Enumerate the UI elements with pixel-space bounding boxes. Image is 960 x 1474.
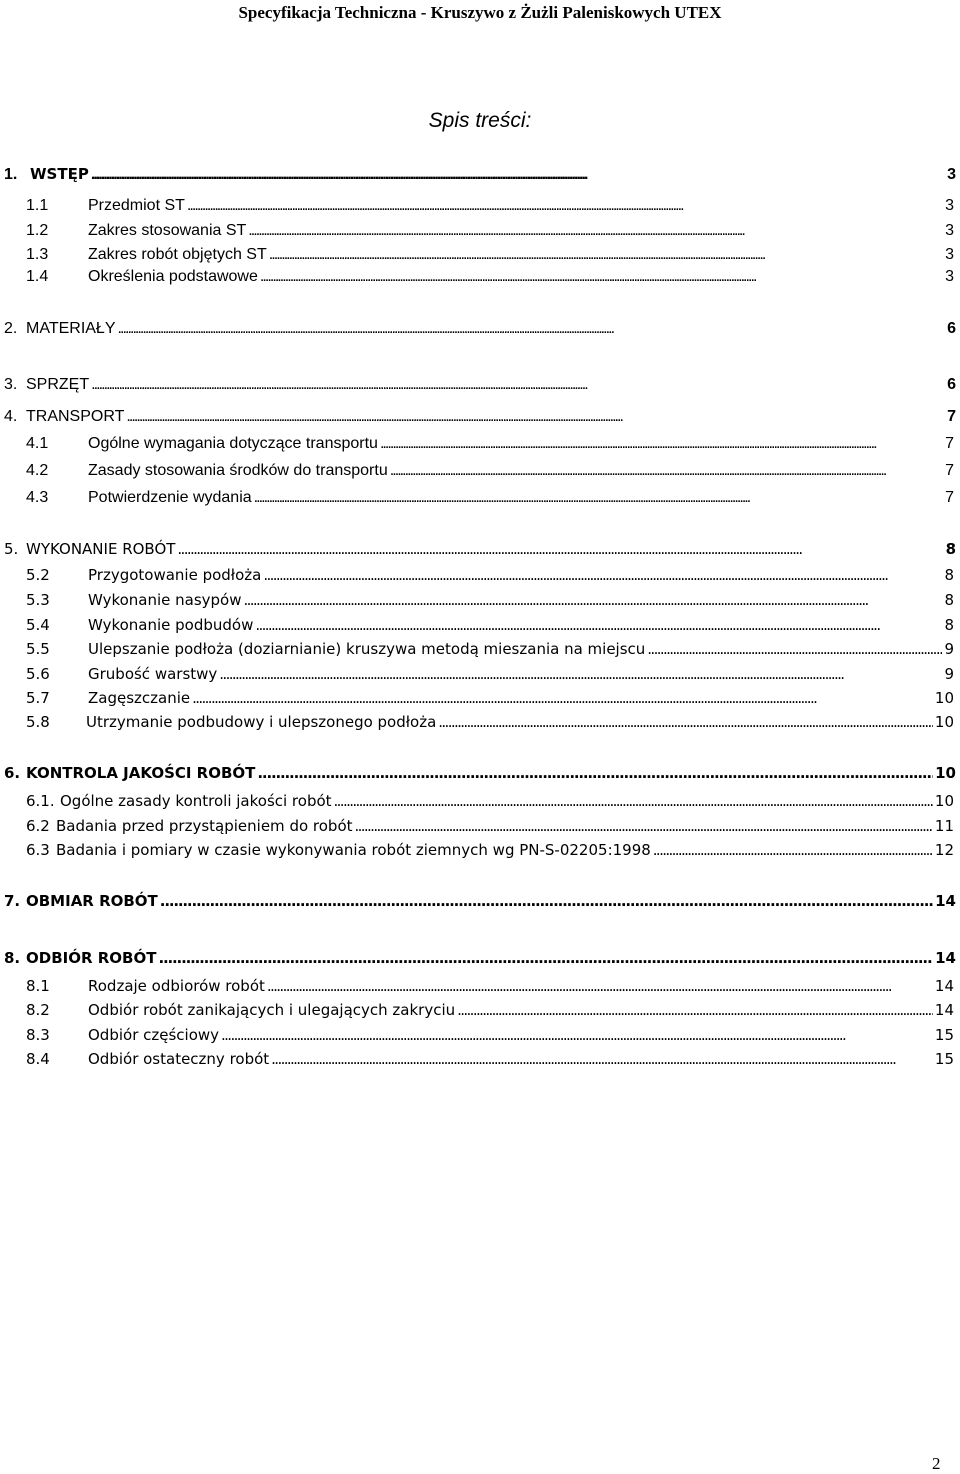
toc-leader-dots bbox=[390, 460, 943, 482]
toc-entry-page: 14 bbox=[934, 977, 954, 995]
toc-leader-dots bbox=[248, 220, 943, 242]
toc-leader-dots bbox=[158, 947, 933, 969]
toc-entry-2[interactable] bbox=[0, 318, 960, 340]
toc-entry-8-1[interactable] bbox=[0, 975, 960, 997]
toc-entry-number: 5.6 bbox=[26, 665, 50, 683]
toc-leader-dots bbox=[334, 790, 933, 812]
toc-entry-page: 15 bbox=[934, 1026, 954, 1044]
toc-entry-number: 4.1 bbox=[26, 435, 49, 452]
toc-entry-number: 4.2 bbox=[26, 462, 49, 479]
toc-entry-number: 5.3 bbox=[26, 591, 50, 609]
toc-entry-3[interactable] bbox=[0, 374, 960, 396]
toc-entry-1-2[interactable] bbox=[0, 220, 960, 242]
toc-leader-dots bbox=[91, 164, 945, 186]
toc-entry-title: ODBIÓR ROBÓT bbox=[26, 949, 157, 967]
toc-entry-number: 1.4 bbox=[26, 268, 49, 285]
toc-leader-dots bbox=[260, 266, 943, 288]
toc-leader-dots bbox=[271, 1048, 933, 1070]
toc-entry-number: 8.4 bbox=[26, 1050, 50, 1068]
toc-entry-page: 6 bbox=[947, 376, 956, 393]
toc-entry-page: 14 bbox=[935, 949, 956, 967]
toc-entry-title: Zagęszczanie bbox=[88, 689, 191, 707]
toc-leader-dots bbox=[263, 564, 942, 586]
toc-entry-page: 3 bbox=[945, 222, 954, 239]
toc-entry-5-4[interactable] bbox=[0, 614, 960, 636]
toc-entry-1-3[interactable] bbox=[0, 244, 960, 266]
toc-entry-number: 1.1 bbox=[26, 197, 49, 214]
toc-entry-1[interactable] bbox=[0, 163, 960, 185]
toc-entry-page: 6 bbox=[947, 320, 956, 337]
toc-entry-title: Odbiór ostateczny robót bbox=[88, 1050, 270, 1068]
toc-entry-page: 3 bbox=[945, 268, 954, 285]
toc-entry-5[interactable] bbox=[0, 538, 960, 560]
toc-entry-page: 3 bbox=[947, 166, 956, 183]
toc-leader-dots bbox=[126, 406, 945, 428]
page-number: 2 bbox=[932, 1454, 941, 1473]
toc-entry-title: Potwierdzenie wydania bbox=[88, 489, 252, 506]
toc-entry-page: 8 bbox=[944, 566, 954, 584]
toc-entry-title: Ogólne wymagania dotyczące transportu bbox=[88, 435, 378, 452]
toc-entry-number: 8.2 bbox=[26, 1001, 50, 1019]
toc-entry-6-3[interactable] bbox=[0, 839, 960, 861]
toc-leader-dots bbox=[257, 762, 933, 784]
toc-entry-4-2[interactable] bbox=[0, 460, 960, 482]
toc-entry-8[interactable] bbox=[0, 947, 960, 969]
toc-entry-8-3[interactable] bbox=[0, 1024, 960, 1046]
toc-entry-title: WSTĘP bbox=[30, 165, 89, 183]
toc-leader-dots bbox=[219, 663, 942, 685]
toc-entry-title: Zakres stosowania ST bbox=[88, 222, 247, 239]
toc-entry-number: 8. bbox=[4, 949, 21, 967]
toc-leader-dots bbox=[221, 1024, 933, 1046]
toc-entry-page: 7 bbox=[947, 408, 956, 425]
toc-entry-title: OBMIAR ROBÓT bbox=[26, 892, 158, 910]
toc-entry-number: 4.3 bbox=[26, 489, 49, 506]
toc-entry-number: 5.7 bbox=[26, 689, 50, 707]
toc-entry-5-6[interactable] bbox=[0, 663, 960, 685]
toc-entry-title: Przedmiot ST bbox=[88, 197, 185, 214]
toc-entry-number: 6.1. bbox=[26, 792, 55, 810]
toc-entry-5-5[interactable] bbox=[0, 638, 960, 660]
toc-entry-page: 8 bbox=[944, 616, 954, 634]
toc-entry-8-4[interactable] bbox=[0, 1048, 960, 1070]
toc-entry-title: Wykonanie podbudów bbox=[88, 616, 254, 634]
toc-leader-dots bbox=[255, 614, 942, 636]
toc-entry-5-8[interactable] bbox=[0, 711, 960, 733]
toc-entry-page: 15 bbox=[934, 1050, 954, 1068]
toc-entry-page: 10 bbox=[934, 689, 954, 707]
toc-entry-page: 10 bbox=[934, 713, 954, 731]
toc-leader-dots bbox=[118, 318, 946, 340]
toc-entry-6-2[interactable] bbox=[0, 815, 960, 837]
toc-title: Spis treści: bbox=[428, 109, 532, 132]
toc-entry-page: 3 bbox=[945, 246, 954, 263]
toc-entry-title: Odbiór robót zanikających i ulegających zakryciu bbox=[88, 1001, 456, 1019]
toc-leader-dots bbox=[267, 975, 933, 997]
toc-entry-page: 7 bbox=[945, 435, 954, 452]
toc-entry-number: 8.3 bbox=[26, 1026, 50, 1044]
toc-entry-page: 9 bbox=[944, 665, 954, 683]
document-header: Specyfikacja Techniczna - Kruszywo z Żużli Paleniskowych UTEX bbox=[238, 3, 722, 22]
toc-entry-number: 8.1 bbox=[26, 977, 50, 995]
toc-entry-number: 6.3 bbox=[26, 841, 50, 859]
toc-entry-title: Grubość warstwy bbox=[88, 665, 218, 683]
toc-entry-number: 1. bbox=[4, 166, 18, 183]
toc-entry-title: Określenia podstawowe bbox=[88, 268, 258, 285]
toc-leader-dots bbox=[457, 999, 933, 1021]
toc-leader-dots bbox=[380, 433, 943, 455]
toc-entry-number: 5.2 bbox=[26, 566, 50, 584]
toc-entry-number: 3. bbox=[4, 376, 18, 393]
toc-leader-dots bbox=[647, 638, 942, 660]
toc-entry-title: Ogólne zasady kontroli jakości robót bbox=[60, 792, 332, 810]
toc-entry-5-7[interactable] bbox=[0, 687, 960, 709]
toc-entry-title: Badania przed przystąpieniem do robót bbox=[56, 817, 353, 835]
toc-entry-page: 7 bbox=[945, 462, 954, 479]
toc-entry-number: 1.3 bbox=[26, 246, 49, 263]
toc-entry-title: Zasady stosowania środków do transportu bbox=[88, 462, 388, 479]
toc-leader-dots bbox=[192, 687, 933, 709]
toc-entry-number: 1.2 bbox=[26, 222, 49, 239]
toc-entry-page: 8 bbox=[945, 540, 956, 558]
toc-entry-title: Rodzaje odbiorów robót bbox=[88, 977, 265, 995]
toc-entry-page: 10 bbox=[935, 764, 956, 782]
toc-entry-number: 4. bbox=[4, 408, 18, 425]
toc-entry-page: 9 bbox=[944, 640, 954, 658]
toc-entry-6-1[interactable] bbox=[0, 790, 960, 812]
toc-entry-page: 10 bbox=[934, 792, 954, 810]
toc-entry-5-2[interactable] bbox=[0, 564, 960, 586]
toc-entry-page: 8 bbox=[944, 591, 954, 609]
toc-entry-4-3[interactable] bbox=[0, 487, 960, 509]
toc-entry-title: Przygotowanie podłoża bbox=[88, 566, 262, 584]
toc-entry-page: 12 bbox=[934, 841, 954, 859]
toc-leader-dots bbox=[254, 487, 943, 509]
toc-entry-number: 5.5 bbox=[26, 640, 50, 658]
toc-entry-8-2[interactable] bbox=[0, 999, 960, 1021]
toc-entry-page: 3 bbox=[945, 197, 954, 214]
toc-entry-page: 14 bbox=[935, 892, 956, 910]
toc-entry-1-4[interactable] bbox=[0, 266, 960, 288]
toc-entry-1-1[interactable] bbox=[0, 195, 960, 217]
toc-entry-title: MATERIAŁY bbox=[26, 320, 116, 337]
toc-leader-dots bbox=[355, 815, 933, 837]
toc-entry-number: 2. bbox=[4, 320, 18, 337]
toc-entry-page: 7 bbox=[945, 489, 954, 506]
toc-leader-dots bbox=[160, 890, 933, 912]
toc-entry-4-1[interactable] bbox=[0, 433, 960, 455]
toc-entry-title: TRANSPORT bbox=[26, 408, 125, 425]
toc-entry-page: 11 bbox=[934, 817, 954, 835]
toc-entry-number: 5.8 bbox=[26, 713, 50, 731]
toc-leader-dots bbox=[177, 538, 943, 560]
toc-entry-number: 6. bbox=[4, 764, 21, 782]
toc-entry-title: Badania i pomiary w czasie wykonywania robót ziemnych wg PN-S-02205:1998 bbox=[56, 841, 651, 859]
toc-entry-5-3[interactable] bbox=[0, 589, 960, 611]
toc-leader-dots bbox=[653, 839, 933, 861]
toc-leader-dots bbox=[91, 374, 945, 396]
toc-entry-4[interactable] bbox=[0, 406, 960, 428]
toc-entry-title: Odbiór częściowy bbox=[88, 1026, 220, 1044]
toc-leader-dots bbox=[438, 711, 933, 733]
toc-entry-page: 14 bbox=[934, 1001, 954, 1019]
toc-entry-number: 7. bbox=[4, 892, 21, 910]
toc-entry-7[interactable] bbox=[0, 890, 960, 912]
toc-entry-title: Utrzymanie podbudowy i ulepszonego podłoża bbox=[86, 713, 437, 731]
toc-entry-title: SPRZĘT bbox=[26, 376, 90, 393]
toc-leader-dots bbox=[269, 244, 943, 266]
toc-entry-title: Ulepszanie podłoża (doziarnianie) kruszywa metodą mieszania na miejscu bbox=[88, 640, 646, 658]
toc-entry-title: Wykonanie nasypów bbox=[88, 591, 242, 609]
toc-leader-dots bbox=[244, 589, 943, 611]
toc-entry-title: Zakres robót objętych ST bbox=[88, 246, 267, 263]
toc-entry-title: WYKONANIE ROBÓT bbox=[26, 540, 176, 558]
toc-entry-6[interactable] bbox=[0, 762, 960, 784]
toc-entry-number: 5.4 bbox=[26, 616, 50, 634]
toc-entry-title: KONTROLA JAKOŚCI ROBÓT bbox=[26, 764, 256, 782]
toc-leader-dots bbox=[187, 195, 943, 217]
toc-entry-number: 5. bbox=[4, 540, 19, 558]
toc-entry-number: 6.2 bbox=[26, 817, 50, 835]
